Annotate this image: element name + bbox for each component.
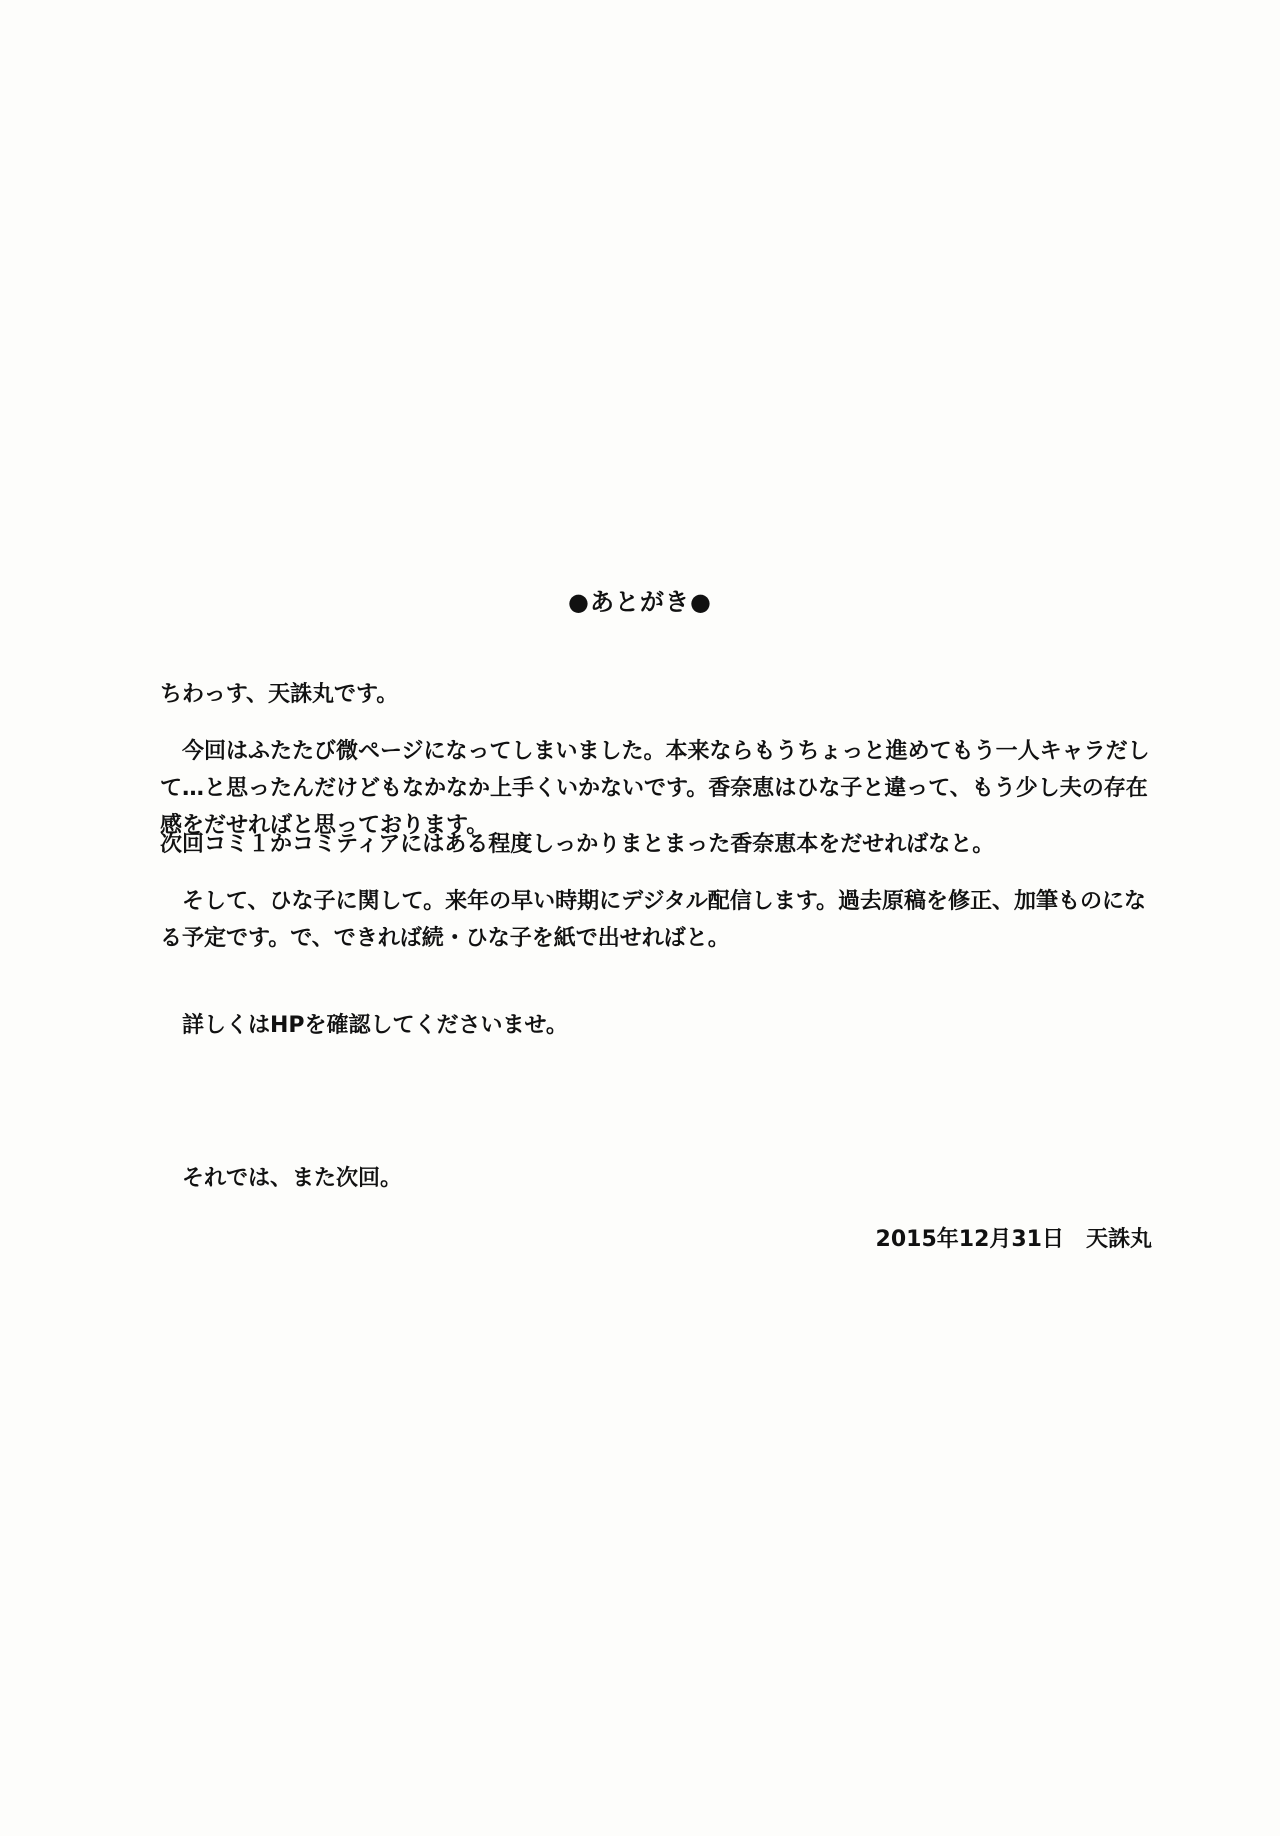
- paragraph-digital-release: そして、ひな子に関して。来年の早い時期にデジタル配信します。過去原稿を修正、加筆ものになる予定です。で、できれば続・ひな子を紙で出せればと。: [160, 889, 1147, 951]
- paragraph-closing: それでは、また次回。: [160, 1166, 403, 1191]
- paragraph-greeting: ちわっす、天誅丸です。: [160, 682, 399, 707]
- paragraph-next-event: 次回コミ１かコミティアにはある程度しっかりまとまった香奈恵本をだせればなと。: [160, 832, 995, 857]
- paragraph-homepage: 詳しくはHPを確認してくださいませ。: [160, 1013, 568, 1038]
- date-signature: 2015年12月31日 天誅丸: [875, 1227, 1152, 1252]
- paragraph-this-issue: 今回はふたたび微ページになってしまいました。本来ならもうちょっと進めてもう一人キャラだして…と思ったんだけどもなかなか上手くいかないです。香奈恵はひな子と違って、もう少し夫の存在感をだせればと思っております。: [160, 739, 1150, 838]
- page-title: ●あとがき●: [568, 588, 712, 616]
